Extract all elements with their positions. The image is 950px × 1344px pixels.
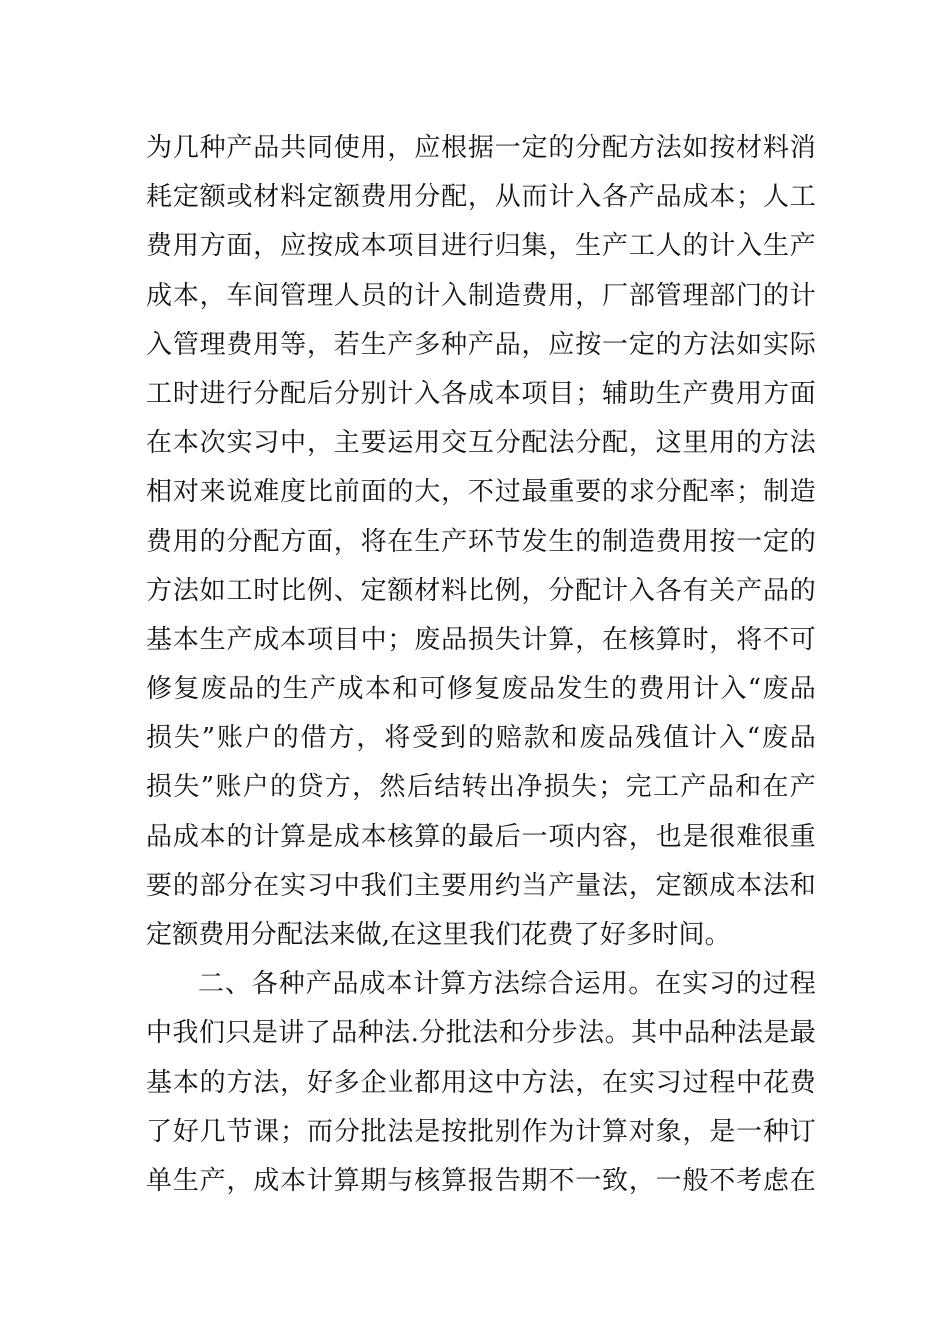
text-line: 基本生产成本项目中；废品损失计算，在核算时，将不可 [146,624,816,655]
body-text [146,124,816,1206]
text-line: 基本的方法，好多企业都用这中方法，在实习过程中花费 [146,1067,816,1098]
text-line: 耗定额或材料定额费用分配，从而计入各产品成本；人工 [146,182,816,213]
text-line: 修复废品的生产成本和可修复废品发生的费用计入“废品 [146,674,816,705]
text-line: 费用的分配方面，将在生产环节发生的制造费用按一定的 [146,526,816,557]
text-line: 工时进行分配后分别计入各成本项目；辅助生产费用方面 [146,378,816,409]
text-line: 成本，车间管理人员的计入制造费用，厂部管理部门的计 [146,280,816,311]
paragraph-start-line: 二、各种产品成本计算方法综合运用。在实习的过程 [198,969,816,1000]
text-line: 要的部分在实习中我们主要用约当产量法，定额成本法和 [146,870,816,901]
paragraph-end-line: 定额费用分配法来做,在这里我们花费了好多时间。 [146,920,731,950]
text-line: 方法如工时比例、定额材料比例，分配计入各有关产品的 [146,575,816,606]
text-line: 费用方面，应按成本项目进行归集，生产工人的计入生产 [146,231,816,262]
text-line: 相对来说难度比前面的大，不过最重要的求分配率；制造 [146,477,816,508]
text-line: 损失”账户的贷方，然后结转出净损失；完工产品和在产 [146,772,816,803]
text-line: 为几种产品共同使用，应根据一定的分配方法如按材料消 [146,133,816,163]
text-line: 中我们只是讲了品种法.分批法和分步法。其中品种法是最 [146,1018,816,1049]
text-line: 入管理费用等，若生产多种产品，应按一定的方法如实际 [146,329,816,360]
text-line: 在本次实习中，主要运用交互分配法分配，这里用的方法 [146,428,816,459]
text-line: 损失”账户的借方，将受到的赔款和废品残值计入“废品 [146,723,816,754]
text-line: 了好几节课；而分批法是按批别作为计算对象，是一种订 [146,1116,816,1147]
text-line: 单生产，成本计算期与核算报告期不一致，一般不考虑在 [146,1165,816,1196]
text-line: 品成本的计算是成本核算的最后一项内容，也是很难很重 [146,821,816,852]
